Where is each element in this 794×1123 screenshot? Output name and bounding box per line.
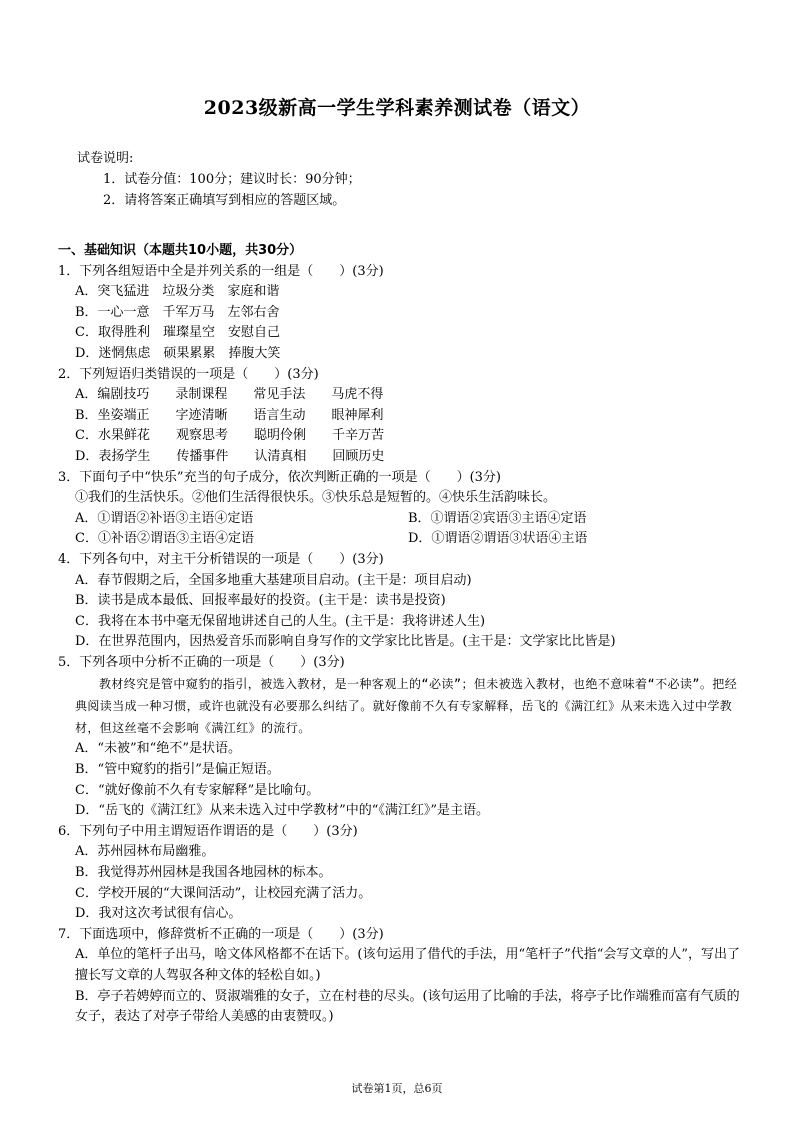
option-b: B．亭子若娉婷而立的、贤淑端雅的女子，立在村巷的尽头。(该句运用了比喻的手法，将亭子比作端雅而富有气质的女子，表达了对亭子带给人美感的由衷赞叹。) <box>75 988 740 1025</box>
option-c: C．取得胜利 璀璨星空 安慰自己 <box>75 325 280 341</box>
option-a: A．编剧技巧 录制课程 常见手法 马虎不得 <box>75 387 384 403</box>
question-5 <box>58 653 748 822</box>
question-1 <box>58 262 748 365</box>
option-b: B．坐姿端正 字迹清晰 语言生动 眼神犀利 <box>75 407 384 423</box>
option-b: B．“管中窥豹的指引”是偏正短语。 <box>75 762 280 778</box>
option-row <box>58 509 748 530</box>
question-stem: 1．下列各组短语中全是并列关系的一组是（ ）(3分) <box>58 263 384 279</box>
option-d: D．表扬学生 传播事件 认清真相 回顾历史 <box>75 448 385 464</box>
instructions <box>77 148 361 211</box>
question-stem: 7．下面选项中，修辞赏析不正确的一项是（ ）(3分) <box>58 926 384 942</box>
option-c: C．“就好像前不久有专家解释”是比喻句。 <box>75 782 320 798</box>
option-a: A．①谓语②补语③主语④定语 <box>75 510 254 526</box>
option-c: C．①补语②谓语③主语④定语 <box>75 531 254 547</box>
option-b: B．①谓语②宾语③主语④定语 <box>408 510 587 526</box>
option-a: A．单位的笔杆子出马，啥文体风格都不在话下。(该句运用了借代的手法，用“笔杆子”代指“会写文章的人”，写出了擅长写文章的人驾驭各种文体的轻松自如。) <box>75 947 741 983</box>
option-c: C．水果鲜花 观察思考 聪明伶俐 千辛万苦 <box>75 428 384 444</box>
question-4 <box>58 550 748 653</box>
question-7 <box>58 925 748 1028</box>
option-d: D．①谓语②谓语③状语④主语 <box>408 531 588 547</box>
option-row <box>58 529 748 550</box>
question-stem: 5．下列各项中分析不正确的一项是（ ）(3分) <box>58 654 345 670</box>
question-sentences: ①我们的生活快乐。②他们生活得很快乐。③快乐总是短暂的。④快乐生活韵味长。 <box>75 490 557 506</box>
question-stem: 6．下列句子中用主谓短语作谓语的是（ ）(3分) <box>58 823 358 839</box>
option-d: D．在世界范围内，因热爱音乐而影响自身写作的文学家比比皆是。(主干是：文学家比比皆是) <box>75 634 616 650</box>
reading-passage: 教材终究是管中窥豹的指引，被选入教材，是一种客观上的“必读”；但未被选入教材，也绝不意味着“不必读”。把经典阅读当成一种习惯，或许也就没有必要那么纠结了。就好像前不久有专家解释，岳飞的《满江红》从来未选入过中学教材，但这丝毫不会影响《满江红》的流行。 <box>75 677 738 736</box>
question-3 <box>58 468 748 550</box>
question-2 <box>58 365 748 468</box>
option-d: D．“岳飞的《满江红》从来未选入过中学教材”中的“《满江红》”是主语。 <box>75 803 490 819</box>
option-b: B．读书是成本最低、回报率最好的投资。(主干是：读书是投资) <box>75 593 446 609</box>
option-c: C．我将在本书中毫无保留地讲述自己的人生。(主干是：我将讲述人生) <box>75 613 486 629</box>
question-6 <box>58 822 748 925</box>
page-title: 2023级新高一学生学科素养测试卷（语文） <box>203 97 591 119</box>
page-footer: 试卷第1页，总6页 <box>351 1082 443 1095</box>
option-d: D．我对这次考试很有信心。 <box>75 906 242 922</box>
option-b: B．我觉得苏州园林是我国各地园林的标本。 <box>75 865 332 881</box>
option-a: A．突飞猛进 垃圾分类 家庭和谐 <box>75 284 280 300</box>
option-b: B．一心一意 千军万马 左邻右舍 <box>75 304 280 320</box>
section-heading: 一、基础知识（本题共10小题，共30分） <box>58 243 303 258</box>
instruction-item: 1．试卷分值：100分；建议时长：90分钟； <box>103 172 361 187</box>
question-stem: 4．下列各句中，对主干分析错误的一项是（ ）(3分) <box>58 551 384 567</box>
option-c: C．学校开展的“大课间活动”，让校园充满了活力。 <box>75 885 372 901</box>
option-a: A．“未被”和“绝不”是状语。 <box>75 741 241 757</box>
option-a: A．春节假期之后，全国多地重大基建项目启动。(主干是：项目启动) <box>75 572 472 588</box>
option-a: A．苏州园林布局幽雅。 <box>75 844 215 860</box>
question-stem: 3．下面句子中“快乐”充当的句子成分，依次判断正确的一项是（ ）(3分) <box>58 469 501 485</box>
questions <box>58 241 748 1028</box>
option-d: D．迷惘焦虑 硕果累累 捧腹大笑 <box>75 345 281 361</box>
instruction-item: 2．请将答案正确填写到相应的答题区域。 <box>103 193 346 208</box>
question-stem: 2．下列短语归类错误的一项是（ ）(3分) <box>58 366 319 382</box>
instructions-heading: 试卷说明: <box>77 151 134 166</box>
